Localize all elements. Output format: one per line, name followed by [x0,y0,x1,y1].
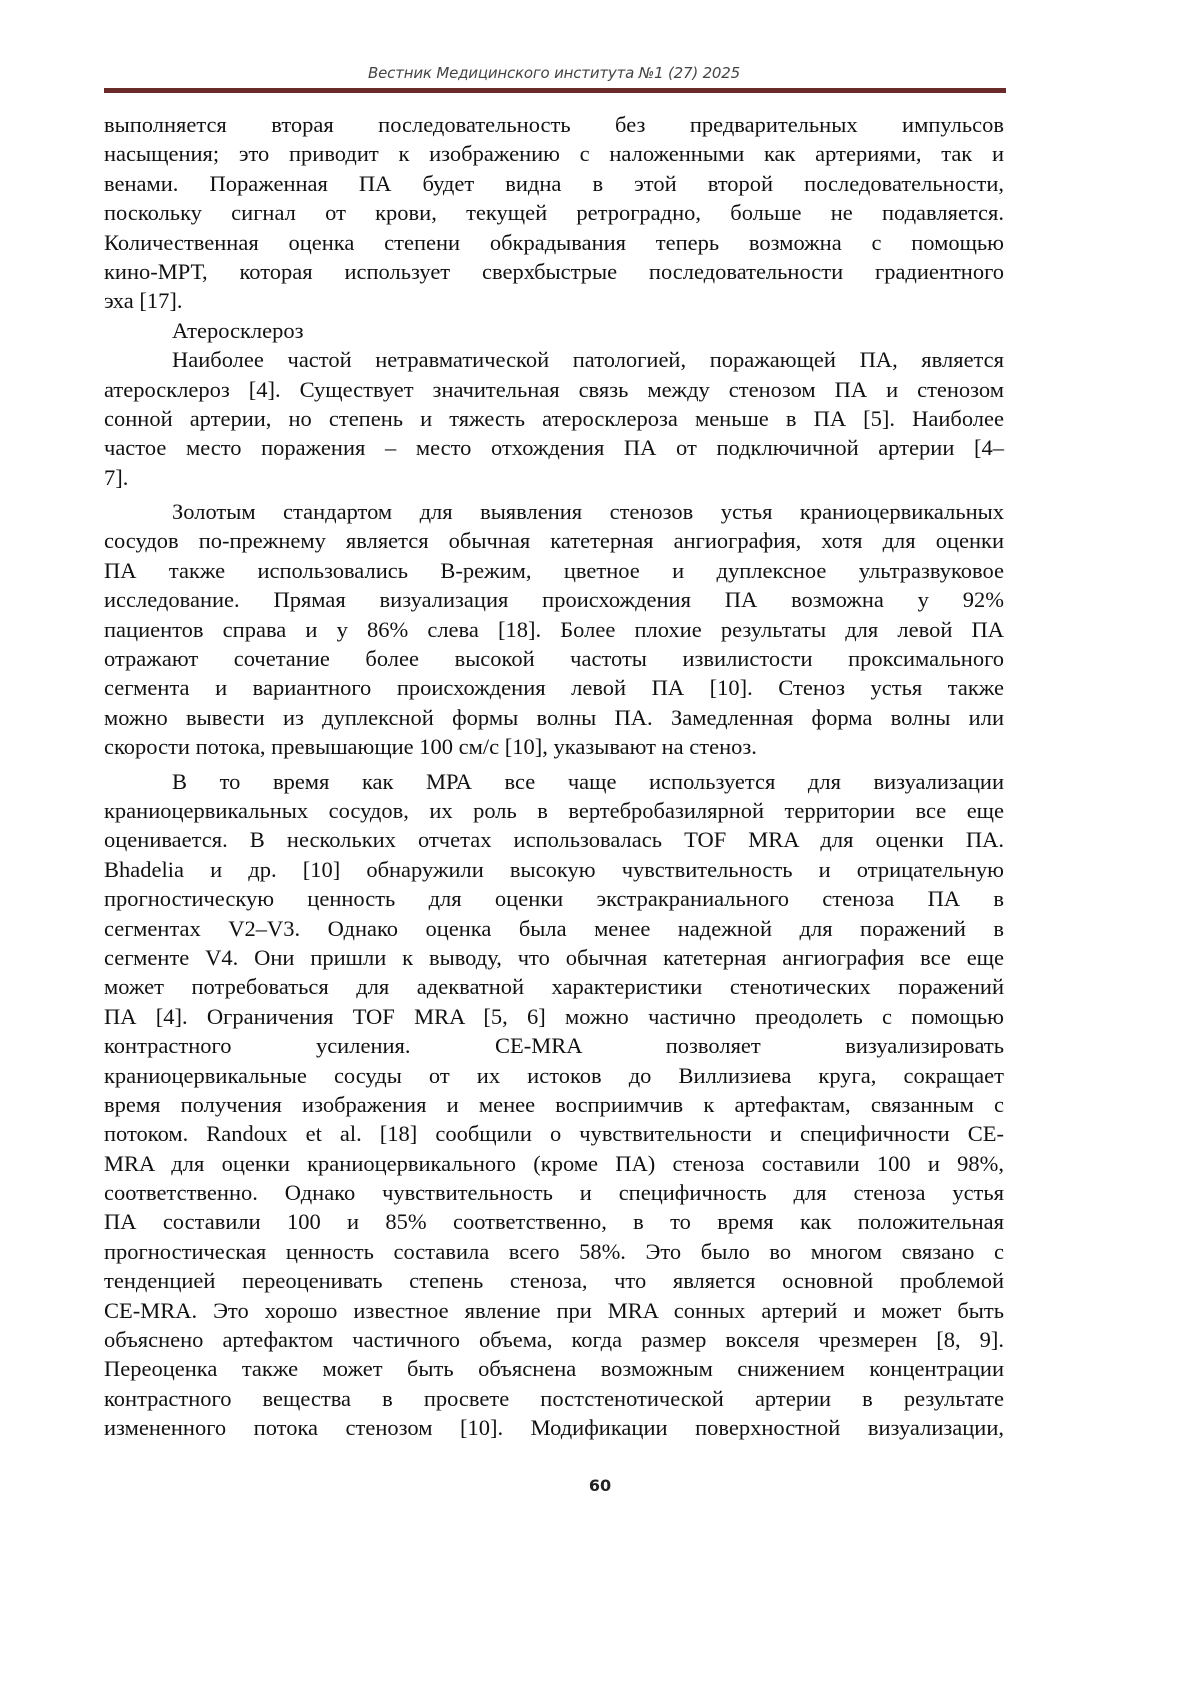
paragraph [104,110,1004,316]
text-line: оценивается. В нескольких отчетах использовалась TOF MRA для оценки ПА. [104,825,1004,854]
paragraph [104,767,1004,1443]
text-line: Наиболее частой нетравматической патологией, поражающей ПА, является [104,345,1004,374]
text-line: ПА также использовались B-режим, цветное и дуплексное ультразвуковое [104,556,1004,585]
text-line: 7]. [104,463,1004,492]
article-body [104,110,1004,1443]
text-line: сегмента и вариантного происхождения левой ПА [10]. Стеноз устья также [104,673,1004,702]
text-line: сосудов по-прежнему является обычная катетерная ангиография, хотя для оценки [104,526,1004,555]
text-line: кино-МРТ, которая использует сверхбыстрые последовательности градиентного [104,257,1004,286]
text-line: скорости потока, превышающие 100 см/с [10], указывают на стеноз. [104,732,1004,761]
paragraph [104,345,1004,492]
text-line: может потребоваться для адекватной характеристики стенотических поражений [104,972,1004,1001]
text-line: время получения изображения и менее восприимчив к артефактам, связанным с [104,1090,1004,1119]
text-line: прогностическую ценность для оценки экстракраниального стеноза ПА в [104,884,1004,913]
text-line: ПА [4]. Ограничения TOF MRA [5, 6] можно частично преодолеть с помощью [104,1002,1004,1031]
text-line: измененного потока стенозом [10]. Модификации поверхностной визуализации, [104,1413,1004,1442]
text-line: соответственно. Однако чувствительность и специфичность для стеноза устья [104,1178,1004,1207]
text-line: контрастного вещества в просвете постстенотической артерии в результате [104,1384,1004,1413]
page-number: 60 [0,1476,1200,1495]
text-line: В то время как МРА все чаще используется для визуализации [104,767,1004,796]
text-line: контрастного усиления. CE-MRA позволяет визуализировать [104,1031,1004,1060]
text-line: сегменте V4. Они пришли к выводу, что обычная катетерная ангиография все еще [104,943,1004,972]
text-line: сегментах V2–V3. Однако оценка была менее надежной для поражений в [104,914,1004,943]
header-divider [104,88,1006,93]
text-line: можно вывести из дуплексной формы волны ПА. Замедленная форма волны или [104,703,1004,732]
text-line: Bhadelia и др. [10] обнаружили высокую чувствительность и отрицательную [104,855,1004,884]
text-line: потоком. Randoux et al. [18] сообщили о чувствительности и специфичности CE- [104,1119,1004,1148]
text-line: ПА составили 100 и 85% соответственно, в то время как положительная [104,1207,1004,1236]
text-line: атеросклероз [4]. Существует значительная связь между стенозом ПА и стенозом [104,375,1004,404]
section-heading [104,316,1004,345]
text-line: краниоцервикальные сосуды от их истоков до Виллизиева круга, сокращает [104,1061,1004,1090]
text-line: краниоцервикальных сосудов, их роль в вертебробазилярной территории все еще [104,796,1004,825]
text-line: исследование. Прямая визуализация происхождения ПА возможна у 92% [104,585,1004,614]
text-line: поскольку сигнал от крови, текущей ретроградно, больше не подавляется. [104,198,1004,227]
text-line: частое место поражения – место отхождения ПА от подключичной артерии [4– [104,433,1004,462]
text-line: тенденцией переоценивать степень стеноза, что является основной проблемой [104,1266,1004,1295]
paragraph [104,497,1004,762]
text-line: сонной артерии, но степень и тяжесть атеросклероза меньше в ПА [5]. Наиболее [104,404,1004,433]
text-line: насыщения; это приводит к изображению с наложенными как артериями, так и [104,139,1004,168]
text-line: Переоценка также может быть объяснена возможным снижением концентрации [104,1354,1004,1383]
journal-header: Вестник Медицинского института №1 (27) 2025 [104,64,1004,82]
text-line: объяснено артефактом частичного объема, когда размер вокселя чрезмерен [8, 9]. [104,1325,1004,1354]
text-line: эха [17]. [104,286,1004,315]
text-line: венами. Пораженная ПА будет видна в этой второй последовательности, [104,169,1004,198]
text-line: CE-MRA. Это хорошо известное явление при MRA сонных артерий и может быть [104,1296,1004,1325]
text-line: Золотым стандартом для выявления стенозов устья краниоцервикальных [104,497,1004,526]
text-line: MRA для оценки краниоцервикального (кроме ПА) стеноза составили 100 и 98%, [104,1149,1004,1178]
text-line: выполняется вторая последовательность без предварительных импульсов [104,110,1004,139]
text-line: Атеросклероз [104,316,1004,345]
text-line: отражают сочетание более высокой частоты извилистости проксимального [104,644,1004,673]
text-line: прогностическая ценность составила всего 58%. Это было во многом связано с [104,1237,1004,1266]
text-line: Количественная оценка степени обкрадывания теперь возможна с помощью [104,228,1004,257]
text-line: пациентов справа и у 86% слева [18]. Более плохие результаты для левой ПА [104,615,1004,644]
